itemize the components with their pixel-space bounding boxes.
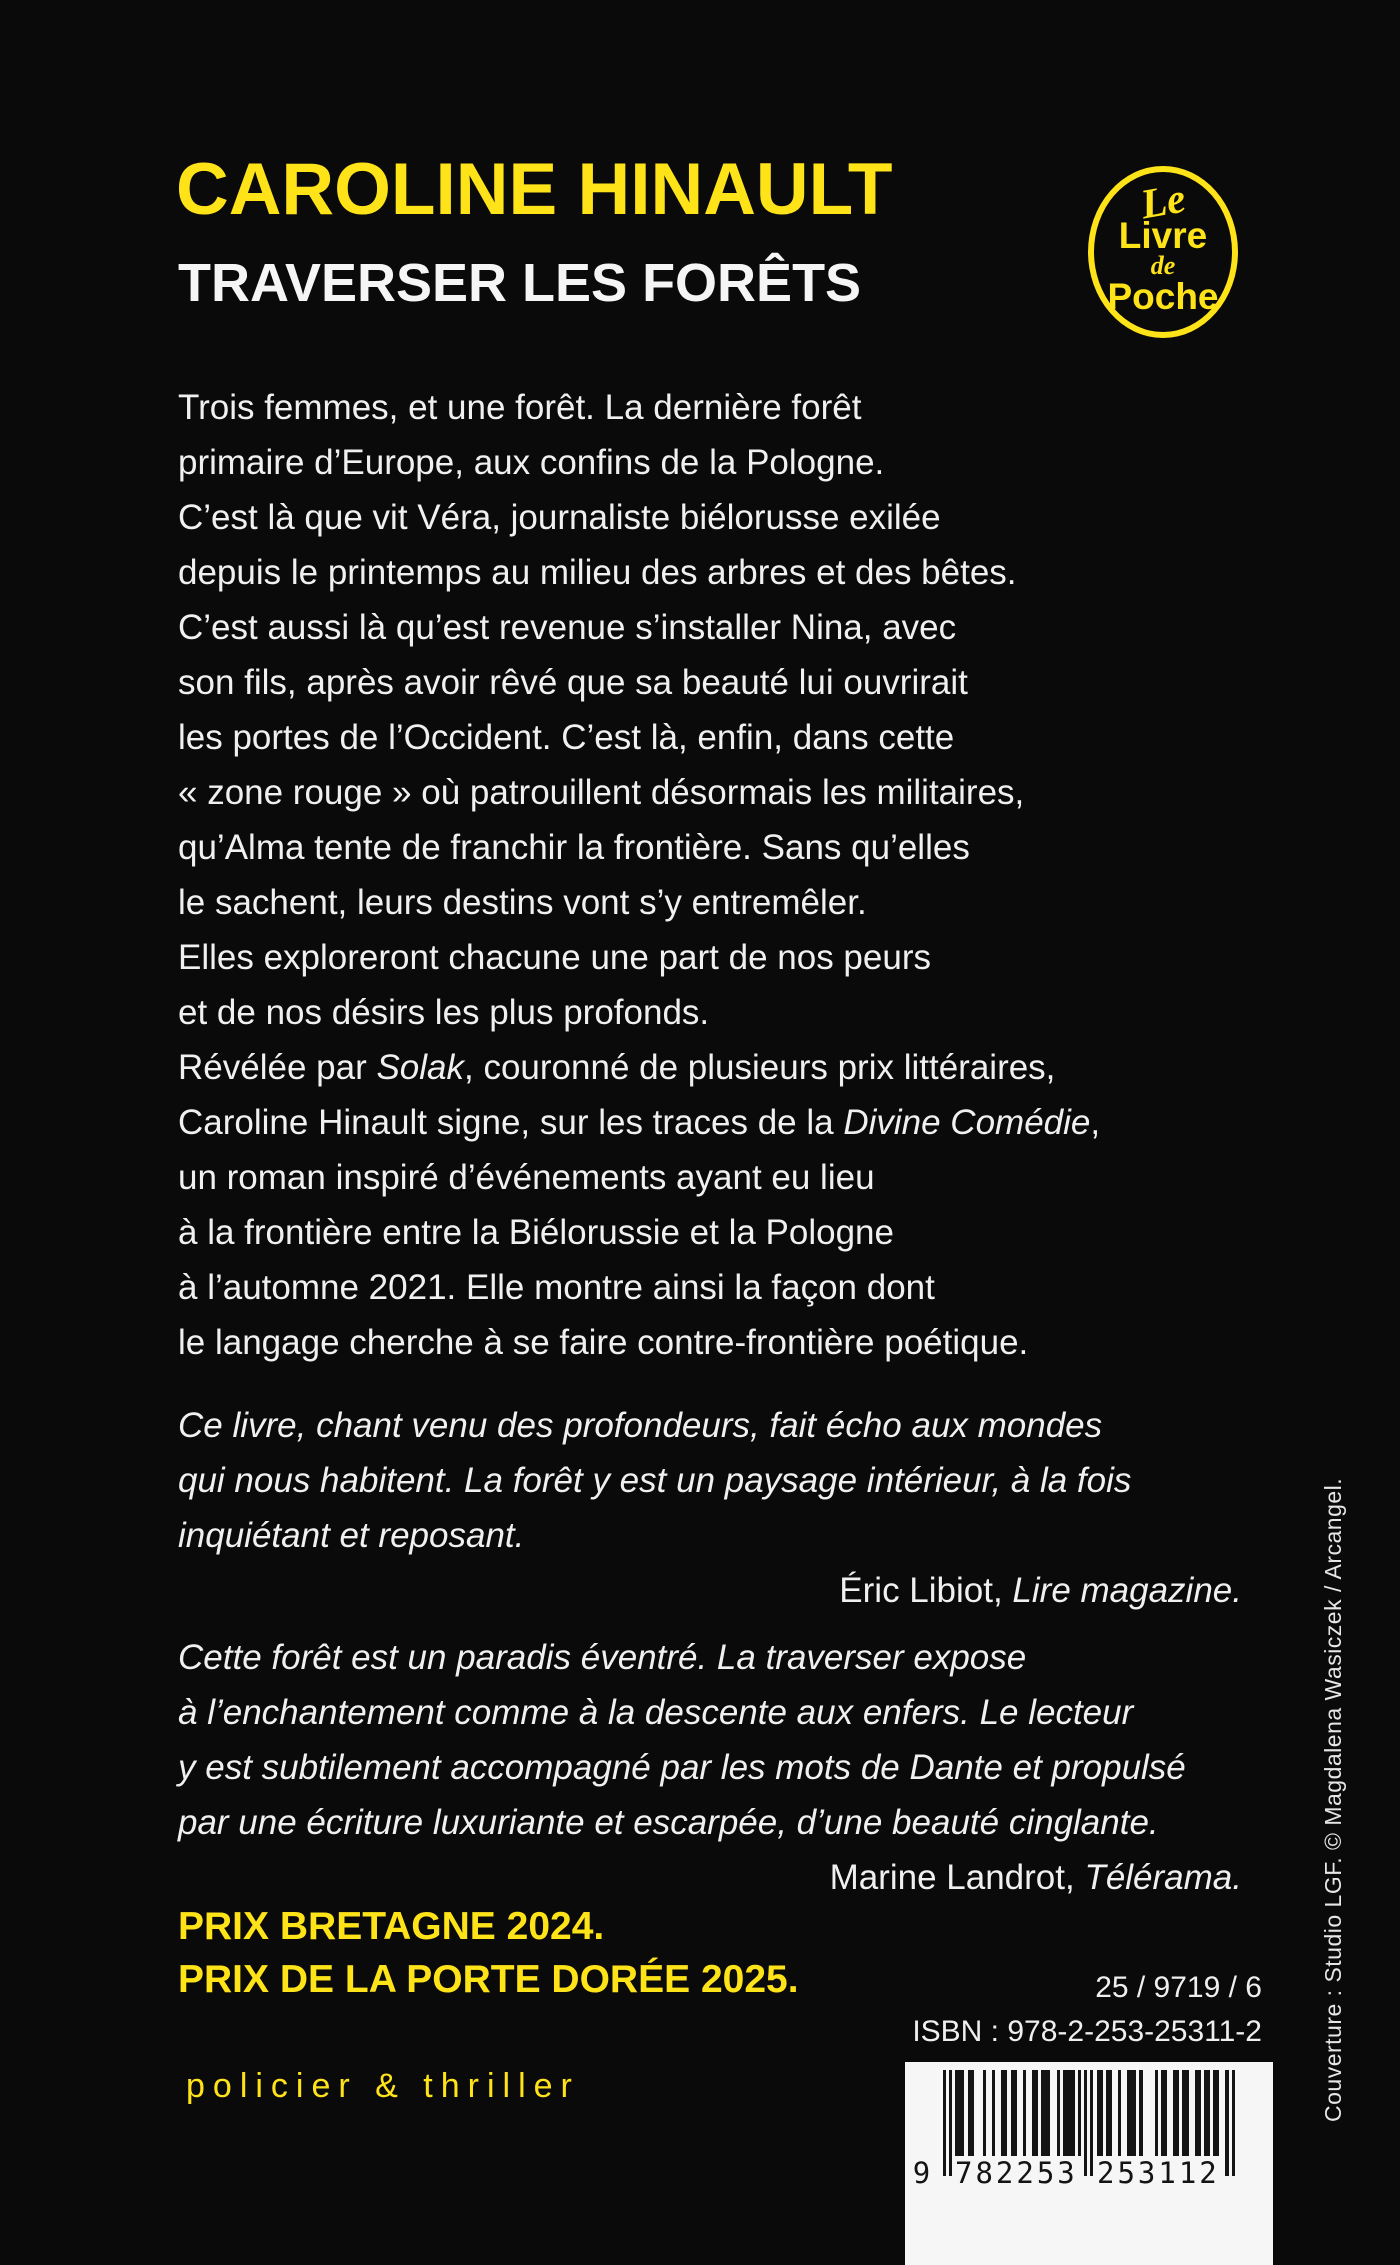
barcode-bar xyxy=(955,2070,964,2156)
text: le sachent, leurs destins vont s’y entremêler. xyxy=(178,883,867,922)
barcode-bar xyxy=(1118,2070,1121,2156)
review-attribution xyxy=(178,1850,1242,1905)
synopsis-line xyxy=(178,545,1242,600)
text: et de nos désirs les plus profonds. xyxy=(178,993,710,1032)
barcode-bar xyxy=(1173,2070,1179,2156)
synopsis-line xyxy=(178,600,1242,655)
logo-word-livre: Livre xyxy=(1118,215,1208,256)
award-line: PRIX BRETAGNE 2024. xyxy=(178,1905,605,1948)
synopsis-line xyxy=(178,930,1242,985)
award-line: PRIX DE LA PORTE DORÉE 2025. xyxy=(178,1958,799,2001)
text: Révélée par xyxy=(178,1048,377,1087)
barcode-bar xyxy=(992,2070,995,2156)
barcode-bar xyxy=(1011,2070,1017,2156)
barcode-bar xyxy=(1225,2070,1228,2176)
text: « zone rouge » où patrouillent désormais les militaires, xyxy=(178,773,1025,812)
barcode-bar xyxy=(1139,2070,1142,2156)
quote-line: inquiétant et reposant. xyxy=(178,1516,525,1555)
barcode-bar xyxy=(1023,2070,1026,2156)
barcode-bar xyxy=(1097,2070,1103,2156)
genre-label: policier & thriller xyxy=(186,2067,580,2105)
barcode-digit-group: 253112 xyxy=(1097,2156,1220,2190)
quote-line: à l’enchantement comme à la descente aux enfers. Le lecteur xyxy=(178,1693,1134,1732)
barcode-bar xyxy=(949,2070,952,2176)
print-run-code: 25 / 9719 / 6 xyxy=(1095,1971,1262,2004)
press-review-1 xyxy=(178,1398,1242,1618)
barcode-bar xyxy=(1161,2070,1167,2156)
italic-text: Lire magazine. xyxy=(1012,1571,1242,1610)
barcode-bar xyxy=(1063,2070,1075,2156)
synopsis-line xyxy=(178,435,1242,490)
text: à la frontière entre la Biélorussie et la Pologne xyxy=(178,1213,894,1252)
barcode-bar xyxy=(968,2070,974,2156)
text: Trois femmes, et une forêt. La dernière forêt xyxy=(178,388,862,427)
synopsis-line xyxy=(178,985,1242,1040)
synopsis-line xyxy=(178,1040,1242,1095)
synopsis-line xyxy=(178,1150,1242,1205)
text: les portes de l’Occident. C’est là, enfin, dans cette xyxy=(178,718,955,757)
barcode-bar xyxy=(1041,2070,1050,2156)
synopsis-line xyxy=(178,1260,1242,1315)
text: Marine Landrot, xyxy=(829,1858,1085,1897)
review-attribution xyxy=(178,1563,1242,1618)
barcode-digit-group: 782253 xyxy=(955,2156,1078,2190)
text: un roman inspiré d’événements ayant eu lieu xyxy=(178,1158,875,1197)
barcode-bar xyxy=(983,2070,986,2156)
awards-list xyxy=(178,1900,799,2006)
quote-line: qui nous habitent. La forêt y est un paysage intérieur, à la fois xyxy=(178,1461,1132,1500)
review-quote xyxy=(178,1398,1242,1563)
barcode-bar xyxy=(1032,2070,1038,2156)
quote-line: Ce livre, chant venu des profondeurs, fait écho aux mondes xyxy=(178,1406,1103,1445)
book-title: TRAVERSER LES FORÊTS xyxy=(178,253,862,313)
print-codes xyxy=(900,1966,1262,2054)
cover-photo-credit: Couverture : Studio LGF. © Magdalena Wasiczek / Arcangel. xyxy=(1320,1477,1346,2122)
synopsis-line xyxy=(178,820,1242,875)
barcode-bar xyxy=(1078,2070,1081,2156)
text: primaire d’Europe, aux confins de la Pologne. xyxy=(178,443,885,482)
barcode-bar xyxy=(1195,2070,1201,2156)
text: depuis le printemps au milieu des arbres et des bêtes. xyxy=(178,553,1017,592)
text: , xyxy=(1090,1103,1101,1142)
back-cover-text xyxy=(178,380,1242,1905)
text: qu’Alma tente de franchir la frontière. Sans qu’elles xyxy=(178,828,970,867)
barcode-bar xyxy=(1084,2070,1087,2176)
text: C’est là que vit Véra, journaliste biélorusse exilée xyxy=(178,498,941,537)
text: , couronné de plusieurs prix littéraires, xyxy=(464,1048,1056,1087)
synopsis-line xyxy=(178,1205,1242,1260)
synopsis-line xyxy=(178,490,1242,545)
text: Elles exploreront chacune une part de nos peurs xyxy=(178,938,931,977)
barcode-bar xyxy=(1057,2070,1060,2156)
barcode-bar xyxy=(1090,2070,1093,2176)
synopsis-line xyxy=(178,710,1242,765)
logo-word-le: Le xyxy=(1137,175,1189,229)
barcode-bar xyxy=(1155,2070,1158,2156)
barcode-bar xyxy=(1001,2070,1007,2156)
barcode-bar xyxy=(1106,2070,1112,2156)
text: C’est aussi là qu’est revenue s’installer Nina, avec xyxy=(178,608,957,647)
barcode-bar xyxy=(1204,2070,1210,2156)
text: Éric Libiot, xyxy=(839,1571,1013,1610)
barcode-digit-group: 9 xyxy=(912,2156,934,2190)
barcode-bar xyxy=(943,2070,946,2176)
barcode-bar xyxy=(1127,2070,1136,2156)
text: le langage cherche à se faire contre-frontière poétique. xyxy=(178,1323,1029,1362)
quote-line: y est subtilement accompagné par les mots de Dante et propulsé xyxy=(178,1748,1186,1787)
italic-text: Solak xyxy=(376,1048,465,1087)
synopsis-line xyxy=(178,1095,1242,1150)
synopsis xyxy=(178,380,1242,1370)
author-name: CAROLINE HINAULT xyxy=(176,149,893,230)
barcode xyxy=(905,2062,1273,2265)
synopsis-line xyxy=(178,380,1242,435)
barcode-bar xyxy=(1232,2070,1235,2176)
review-quote xyxy=(178,1630,1242,1850)
synopsis-line xyxy=(178,1315,1242,1370)
quote-line: par une écriture luxuriante et escarpée, d’une beauté cinglante. xyxy=(178,1803,1159,1842)
italic-text: Divine Comédie xyxy=(843,1103,1091,1142)
quote-line: Cette forêt est un paradis éventré. La traverser expose xyxy=(178,1638,1027,1677)
publisher-logo xyxy=(1088,166,1238,338)
synopsis-line xyxy=(178,765,1242,820)
synopsis-line xyxy=(178,875,1242,930)
text: son fils, après avoir rêvé que sa beauté lui ouvrirait xyxy=(178,663,968,702)
text: à l’automne 2021. Elle montre ainsi la façon dont xyxy=(178,1268,935,1307)
italic-text: Télérama. xyxy=(1084,1858,1242,1897)
synopsis-line xyxy=(178,655,1242,710)
barcode-bar xyxy=(1213,2070,1219,2156)
press-review-2 xyxy=(178,1630,1242,1905)
text: Caroline Hinault signe, sur les traces de la xyxy=(178,1103,844,1142)
barcode-bar xyxy=(1182,2070,1188,2156)
logo-word-de: de xyxy=(1150,251,1176,280)
logo-word-poche: Poche xyxy=(1107,276,1219,317)
isbn-number: ISBN : 978-2-253-25311-2 xyxy=(912,2015,1262,2048)
